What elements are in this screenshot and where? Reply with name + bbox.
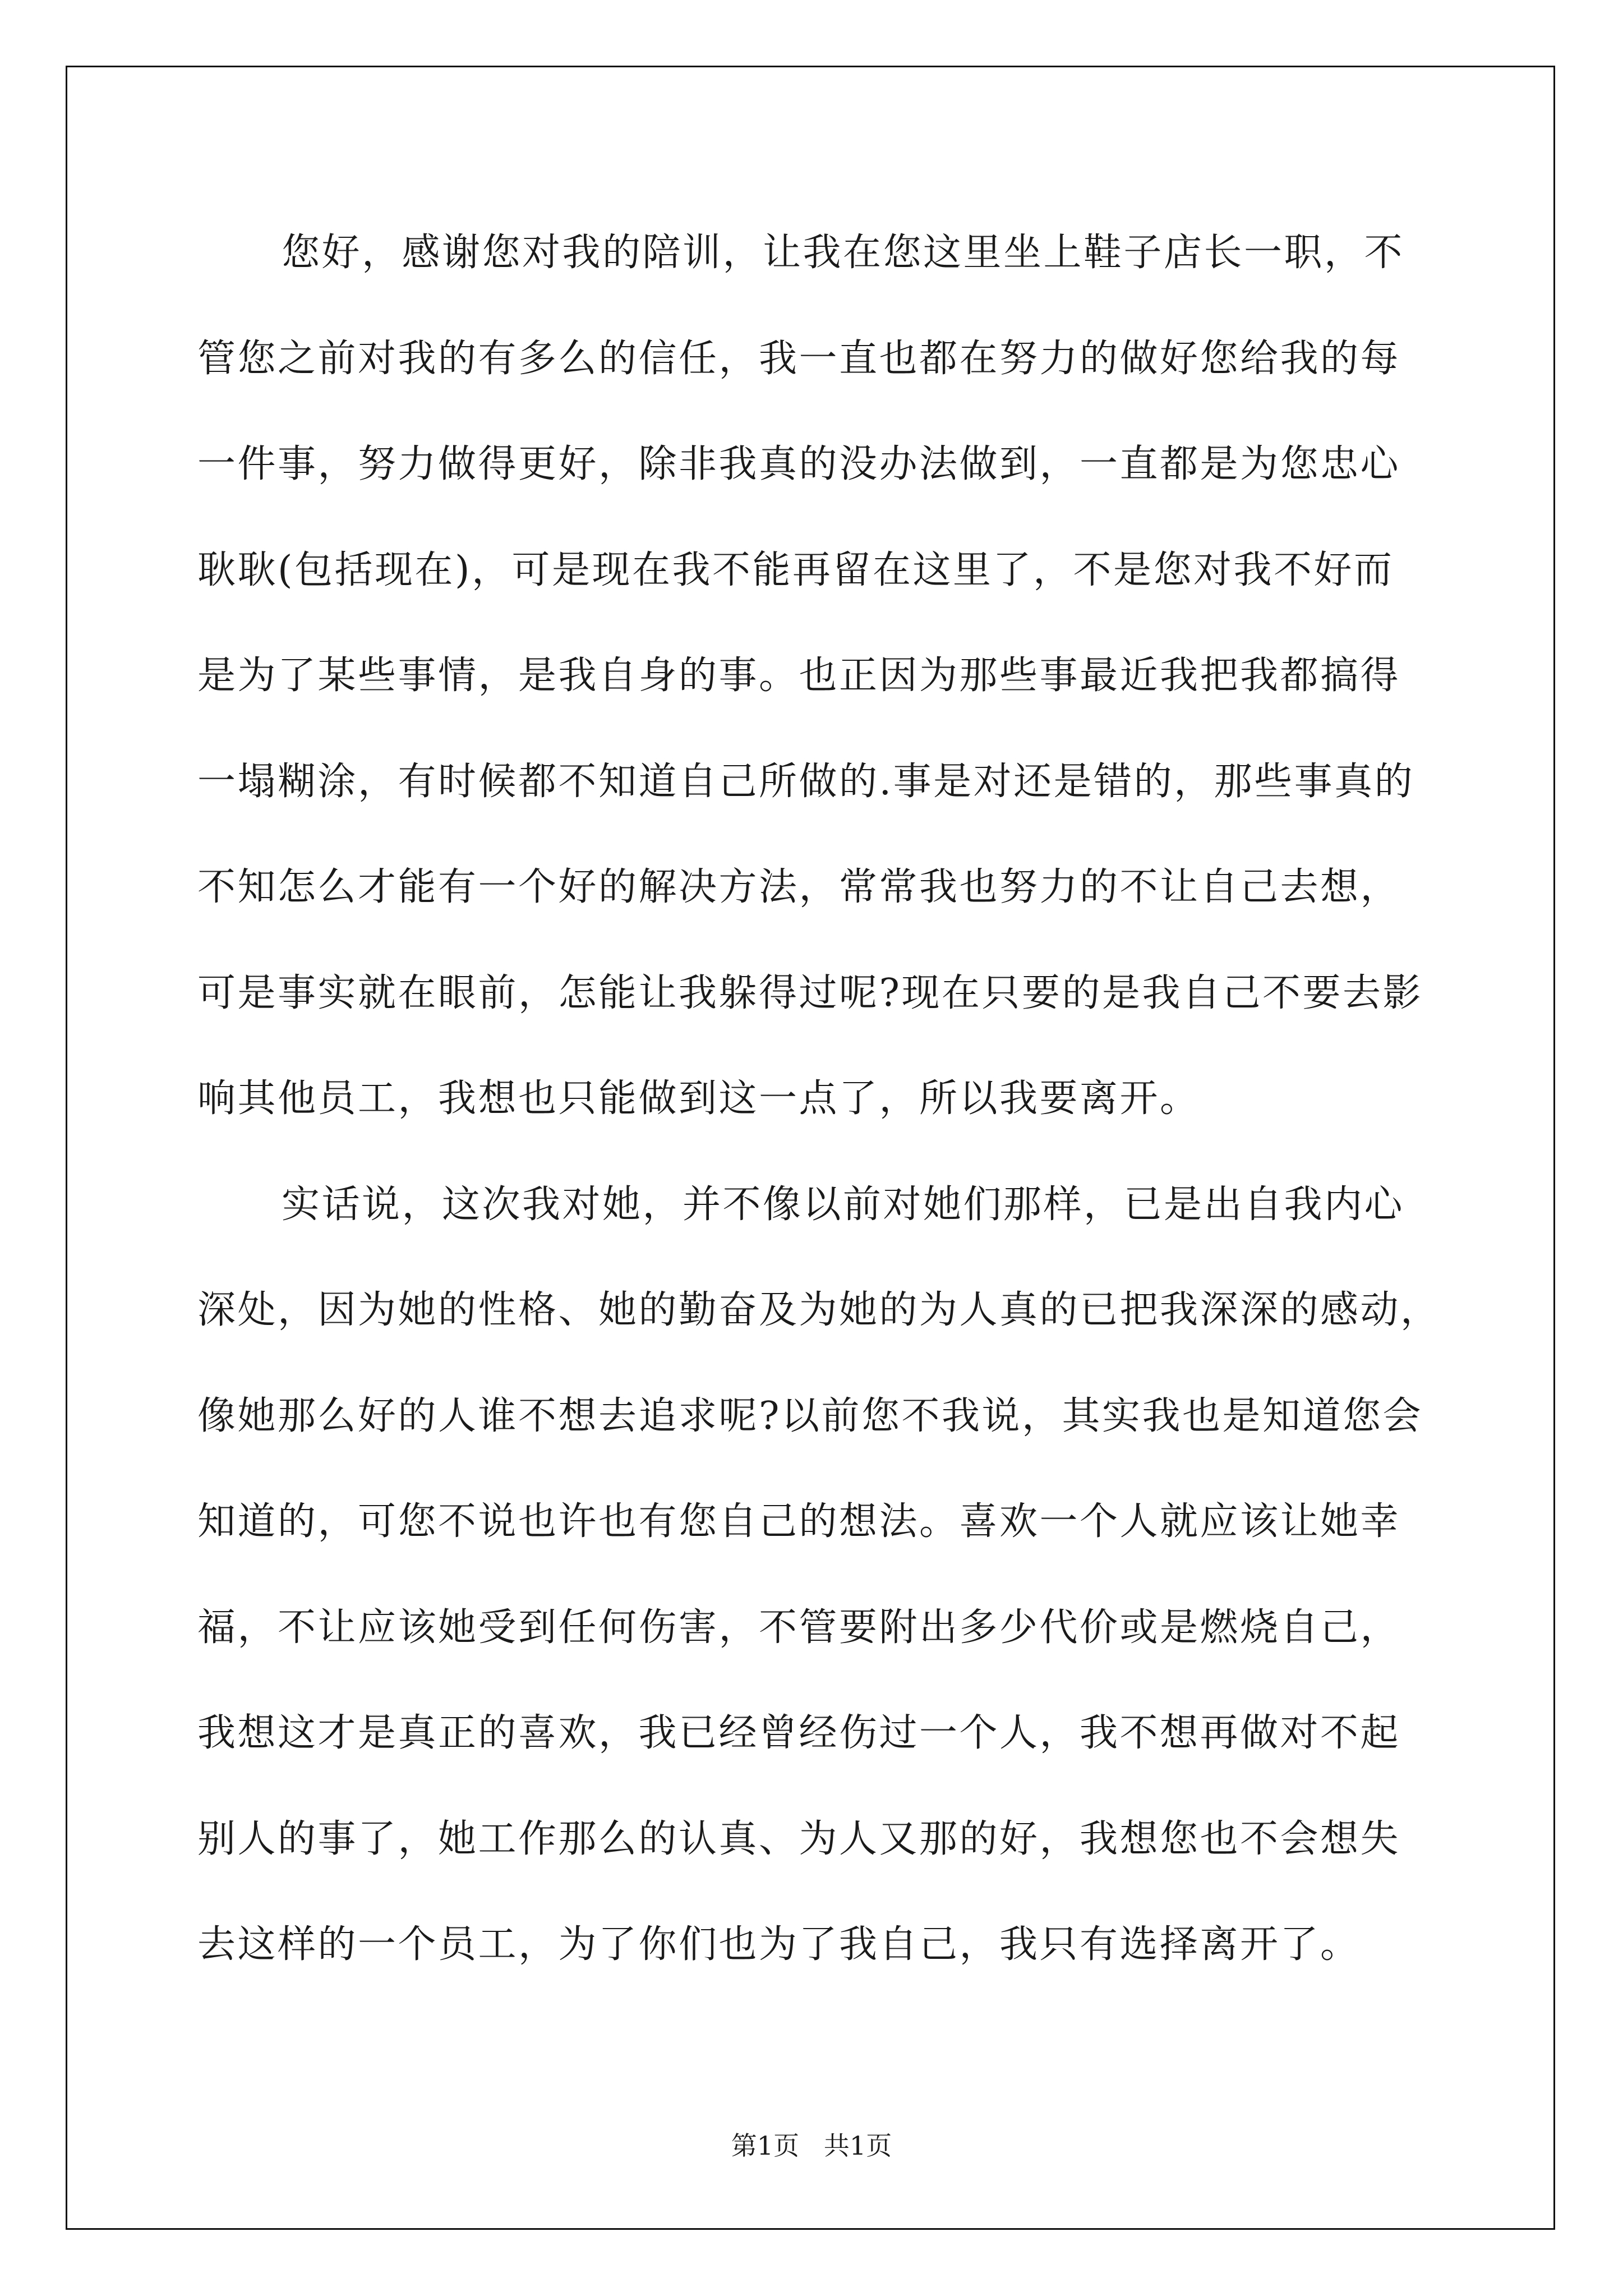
paragraph-1-line-6: 一塌糊涂，有时候都不知道自己所做的.事是对还是错的，那些事真的 — [197, 760, 1415, 804]
paragraph-1-line-2: 管您之前对我的有多么的信任，我一直也都在努力的做好您给我的每 — [197, 337, 1401, 381]
paragraph-2-line-4: 知道的，可您不说也许也有您自己的想法。喜欢一个人就应该让她幸 — [197, 1499, 1401, 1544]
page-border — [66, 66, 1555, 2230]
paragraph-1-line-5: 是为了某些事情，是我自身的事。也正因为那些事最近我把我都搞得 — [197, 654, 1401, 698]
paragraph-1-line-1: 您好，感谢您对我的陪训，让我在您这里坐上鞋子店长一职，不 — [282, 231, 1405, 275]
paragraph-1-line-3: 一件事，努力做得更好，除非我真的没办法做到，一直都是为您忠心 — [197, 442, 1401, 486]
paragraph-2-line-2: 深处，因为她的性格、她的勤奋及为她的为人真的已把我深深的感动， — [197, 1288, 1441, 1332]
paragraph-2-line-8: 去这样的一个员工，为了你们也为了我自己，我只有选择离开了。 — [197, 1922, 1361, 1967]
paragraph-2-line-1: 实话说，这次我对她，并不像以前对她们那样，已是出自我内心 — [282, 1182, 1405, 1227]
paragraph-2-line-6: 我想这才是真正的喜欢，我已经曾经伤过一个人，我不想再做对不起 — [197, 1711, 1401, 1755]
paragraph-2-line-7: 别人的事了，她工作那么的认真、为人又那的好，我想您也不会想失 — [197, 1817, 1401, 1861]
paragraph-1-line-4: 耿耿(包括现在)，可是现在我不能再留在这里了，不是您对我不好而 — [197, 548, 1394, 592]
paragraph-1-line-9: 响其他员工，我想也只能做到这一点了，所以我要离开。 — [197, 1076, 1200, 1121]
paragraph-2-line-5: 福，不让应该她受到任何伤害，不管要附出多少代价或是燃烧自己， — [197, 1605, 1401, 1650]
page-footer: 第1页 共1页 — [731, 2131, 892, 2161]
paragraph-1-line-7: 不知怎么才能有一个好的解决方法，常常我也努力的不让自己去想， — [197, 865, 1401, 909]
paragraph-2-line-3: 像她那么好的人谁不想去追求呢?以前您不我说，其实我也是知道您会 — [197, 1394, 1423, 1438]
paragraph-1-line-8: 可是事实就在眼前，怎能让我躲得过呢?现在只要的是我自己不要去影 — [197, 971, 1423, 1015]
